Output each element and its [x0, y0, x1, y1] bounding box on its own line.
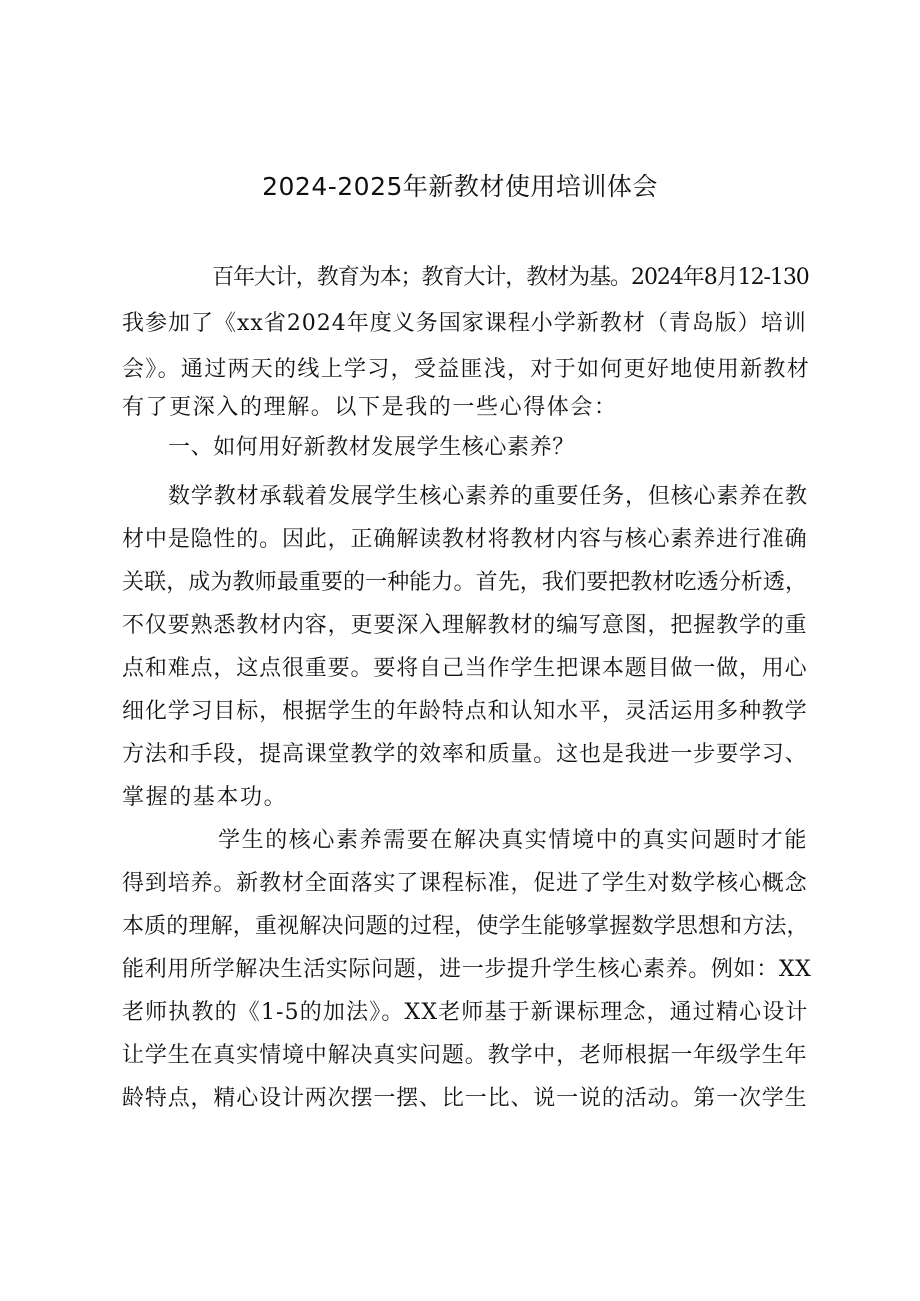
intro-line: 有了更深入的理解。以下是我的一些心得体会： — [122, 395, 618, 420]
intro-line: 我参加了《xx省2024年度义务国家课程小学新教材（青岛版）培训 — [122, 311, 807, 336]
paragraph-line: 材中是隐性的。因此，正确解读教材将教材内容与核心素养进行准确 — [122, 527, 808, 552]
document-title: 2024-2025年新教材使用培训体会 — [262, 172, 658, 201]
paragraph-line: 细化学习目标，根据学生的年龄特点和认知水平，灵活运用多种教学 — [122, 699, 808, 724]
section-heading: 一、如何用好新教材发展学生核心素养？ — [168, 435, 575, 460]
paragraph-line: 数学教材承载着发展学生核心素养的重要任务，但核心素养在教 — [168, 484, 808, 509]
intro-line: 会》。通过两天的线上学习，受益匪浅，对于如何更好地使用新教材 — [122, 357, 811, 382]
paragraph-line: 学生的核心素养需要在解决真实情境中的真实问题时才能 — [218, 828, 809, 853]
intro-line: 百年大计，教育为本；教育大计，教材为基。2024年8月12-130 — [212, 265, 809, 290]
paragraph-line: 方法和手段，提高课堂教学的效率和质量。这也是我进一步要学习、 — [122, 742, 808, 767]
paragraph-line: 关联，成为教师最重要的一种能力。首先，我们要把教材吃透分析透， — [122, 570, 808, 595]
paragraph-line: 得到培养。新教材全面落实了课程标准，促进了学生对数学核心概念 — [122, 871, 808, 896]
paragraph-line: 掌握的基本功。 — [122, 785, 288, 810]
paragraph-line: 老师执教的《1-5的加法》。XX老师基于新课标理念，通过精心设计 — [122, 1000, 809, 1025]
paragraph-line: 不仅要熟悉教材内容，更要深入理解教材的编写意图，把握教学的重 — [122, 613, 808, 638]
paragraph-line: 龄特点，精心设计两次摆一摆、比一比、说一说的活动。第一次学生 — [122, 1086, 808, 1111]
paragraph-line: 让学生在真实情境中解决真实问题。教学中，老师根据一年级学生年 — [122, 1043, 808, 1068]
paragraph-line: 点和难点，这点很重要。要将自己当作学生把课本题目做一做，用心 — [122, 656, 808, 681]
paragraph-line: 本质的理解，重视解决问题的过程，使学生能够掌握数学思想和方法， — [122, 914, 809, 939]
paragraph-line: 能利用所学解决生活实际问题，进一步提升学生核心素养。例如：XX — [122, 957, 812, 982]
